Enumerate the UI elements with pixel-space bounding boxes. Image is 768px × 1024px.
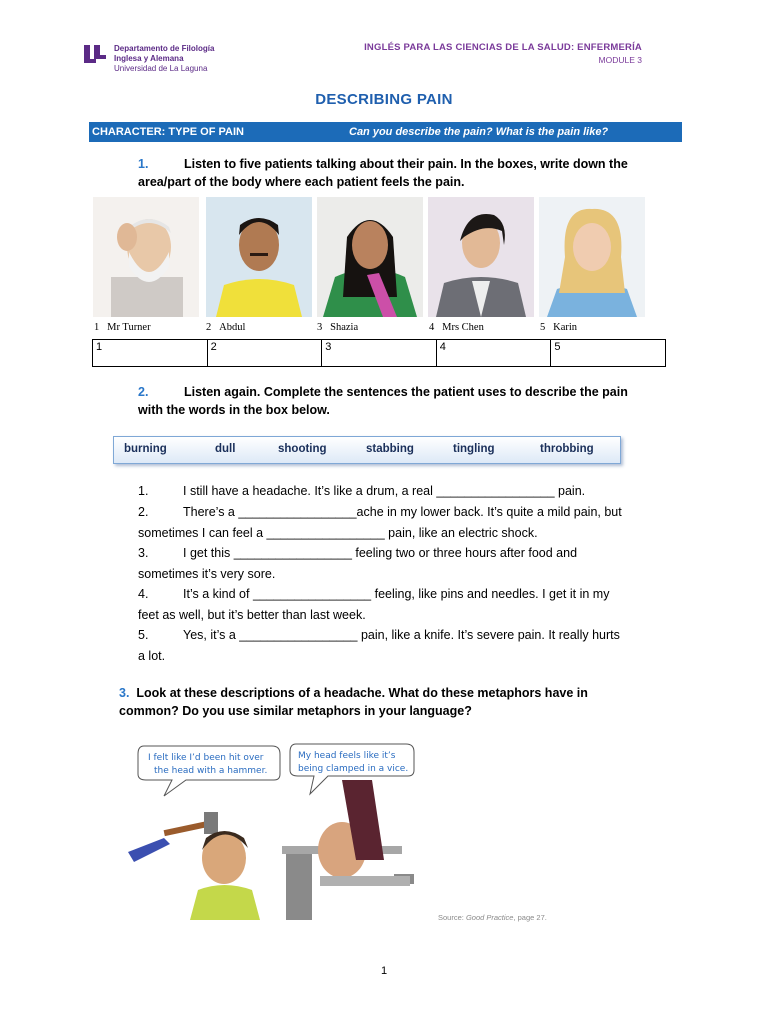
- question-3-line2: common? Do you use similar metaphors in your language?: [119, 704, 472, 718]
- patient-photo-4: [428, 197, 534, 317]
- patient-caption-4: 4 Mrs Chen: [429, 322, 484, 333]
- answer-box-1[interactable]: 1: [93, 340, 208, 367]
- module-label: MODULE 3: [598, 55, 642, 65]
- word-item: shooting: [278, 443, 327, 455]
- bubble-left-line1: I felt like I’d been hit over: [148, 753, 264, 763]
- answer-table: [92, 339, 666, 367]
- word-item: throbbing: [540, 443, 594, 455]
- dept-line2: Inglesa y Alemana: [114, 54, 184, 63]
- section-bar-left: CHARACTER: TYPE OF PAIN: [92, 126, 244, 138]
- headache-cartoon: [124, 740, 424, 920]
- university-logo: [82, 43, 108, 65]
- sentence-1: 1. I still have a headache. It’s like a drum, a real _________________ pain.: [138, 484, 586, 498]
- dept-line1: Departamento de Filología: [114, 44, 215, 53]
- question-1-line1: Listen to five patients talking about their pain. In the boxes, write down the: [184, 157, 628, 171]
- patient-photo-1: [93, 197, 199, 317]
- patient-photos: [93, 197, 658, 317]
- word-item: tingling: [453, 443, 495, 455]
- question-1-line2: area/part of the body where each patient feels the pain.: [138, 175, 465, 189]
- bubble-right-line2: being clamped in a vice.: [298, 764, 409, 774]
- sentence-2: 2. There’s a _________________ache in my lower back. It’s quite a mild pain, but sometimes I can feel a _________________ pain, like an electric shock.: [138, 505, 622, 540]
- answer-box-2[interactable]: 2: [207, 340, 322, 367]
- patient-caption-1: 1 Mr Turner: [94, 322, 151, 333]
- bubble-left-line2: the head with a hammer.: [154, 766, 268, 776]
- word-box: [113, 436, 621, 464]
- question-3: [119, 684, 679, 720]
- patient-photo-5: [539, 197, 645, 317]
- question-1: [138, 155, 698, 191]
- patient-photo-3: [317, 197, 423, 317]
- answer-box-4[interactable]: 4: [436, 340, 551, 367]
- page-number: 1: [380, 965, 388, 977]
- question-2-line2: with the words in the box below.: [138, 403, 330, 417]
- word-item: burning: [124, 443, 167, 455]
- patient-caption-5: 5 Karin: [540, 322, 578, 333]
- section-bar: [89, 122, 682, 142]
- patient-caption-2: 2 Abdul: [206, 322, 246, 333]
- question-1-number: 1.: [138, 157, 149, 171]
- sentence-4: 4. It’s a kind of _________________ feeling, like pins and needles. I get it in my feet as well, but it’s better than last week.: [138, 587, 610, 622]
- bubble-right-line1: My head feels like it’s: [298, 751, 396, 761]
- section-bar-right: Can you describe the pain? What is the pain like?: [349, 126, 609, 138]
- question-3-line1: Look at these descriptions of a headache. What do these metaphors have in: [136, 686, 588, 700]
- word-item: dull: [215, 443, 236, 455]
- source-note: Source: Good Practice, page 27.: [438, 913, 547, 922]
- patient-caption-3: 3 Shazia: [317, 322, 359, 333]
- question-2-line1: Listen again. Complete the sentences the patient uses to describe the pain: [184, 385, 628, 399]
- course-title: INGLÉS PARA LAS CIENCIAS DE LA SALUD: ENFERMERÍA: [364, 42, 642, 53]
- sentence-3: 3. I get this _________________ feeling two or three hours after food and sometimes it’s very sore.: [138, 546, 578, 581]
- dept-line3: Universidad de La Laguna: [114, 64, 208, 73]
- question-2-number: 2.: [138, 385, 149, 399]
- patient-photo-2: [206, 197, 312, 317]
- answer-box-3[interactable]: 3: [322, 340, 437, 367]
- question-2: [138, 383, 698, 419]
- sentence-5: 5. Yes, it’s a _________________ pain, like a knife. It’s severe pain. It really hurts a lot.: [138, 628, 620, 663]
- question-3-number: 3.: [119, 686, 130, 700]
- word-item: stabbing: [366, 443, 414, 455]
- department-name: [114, 44, 214, 74]
- answer-box-5[interactable]: 5: [551, 340, 666, 367]
- page-title: DESCRIBING PAIN: [315, 91, 453, 108]
